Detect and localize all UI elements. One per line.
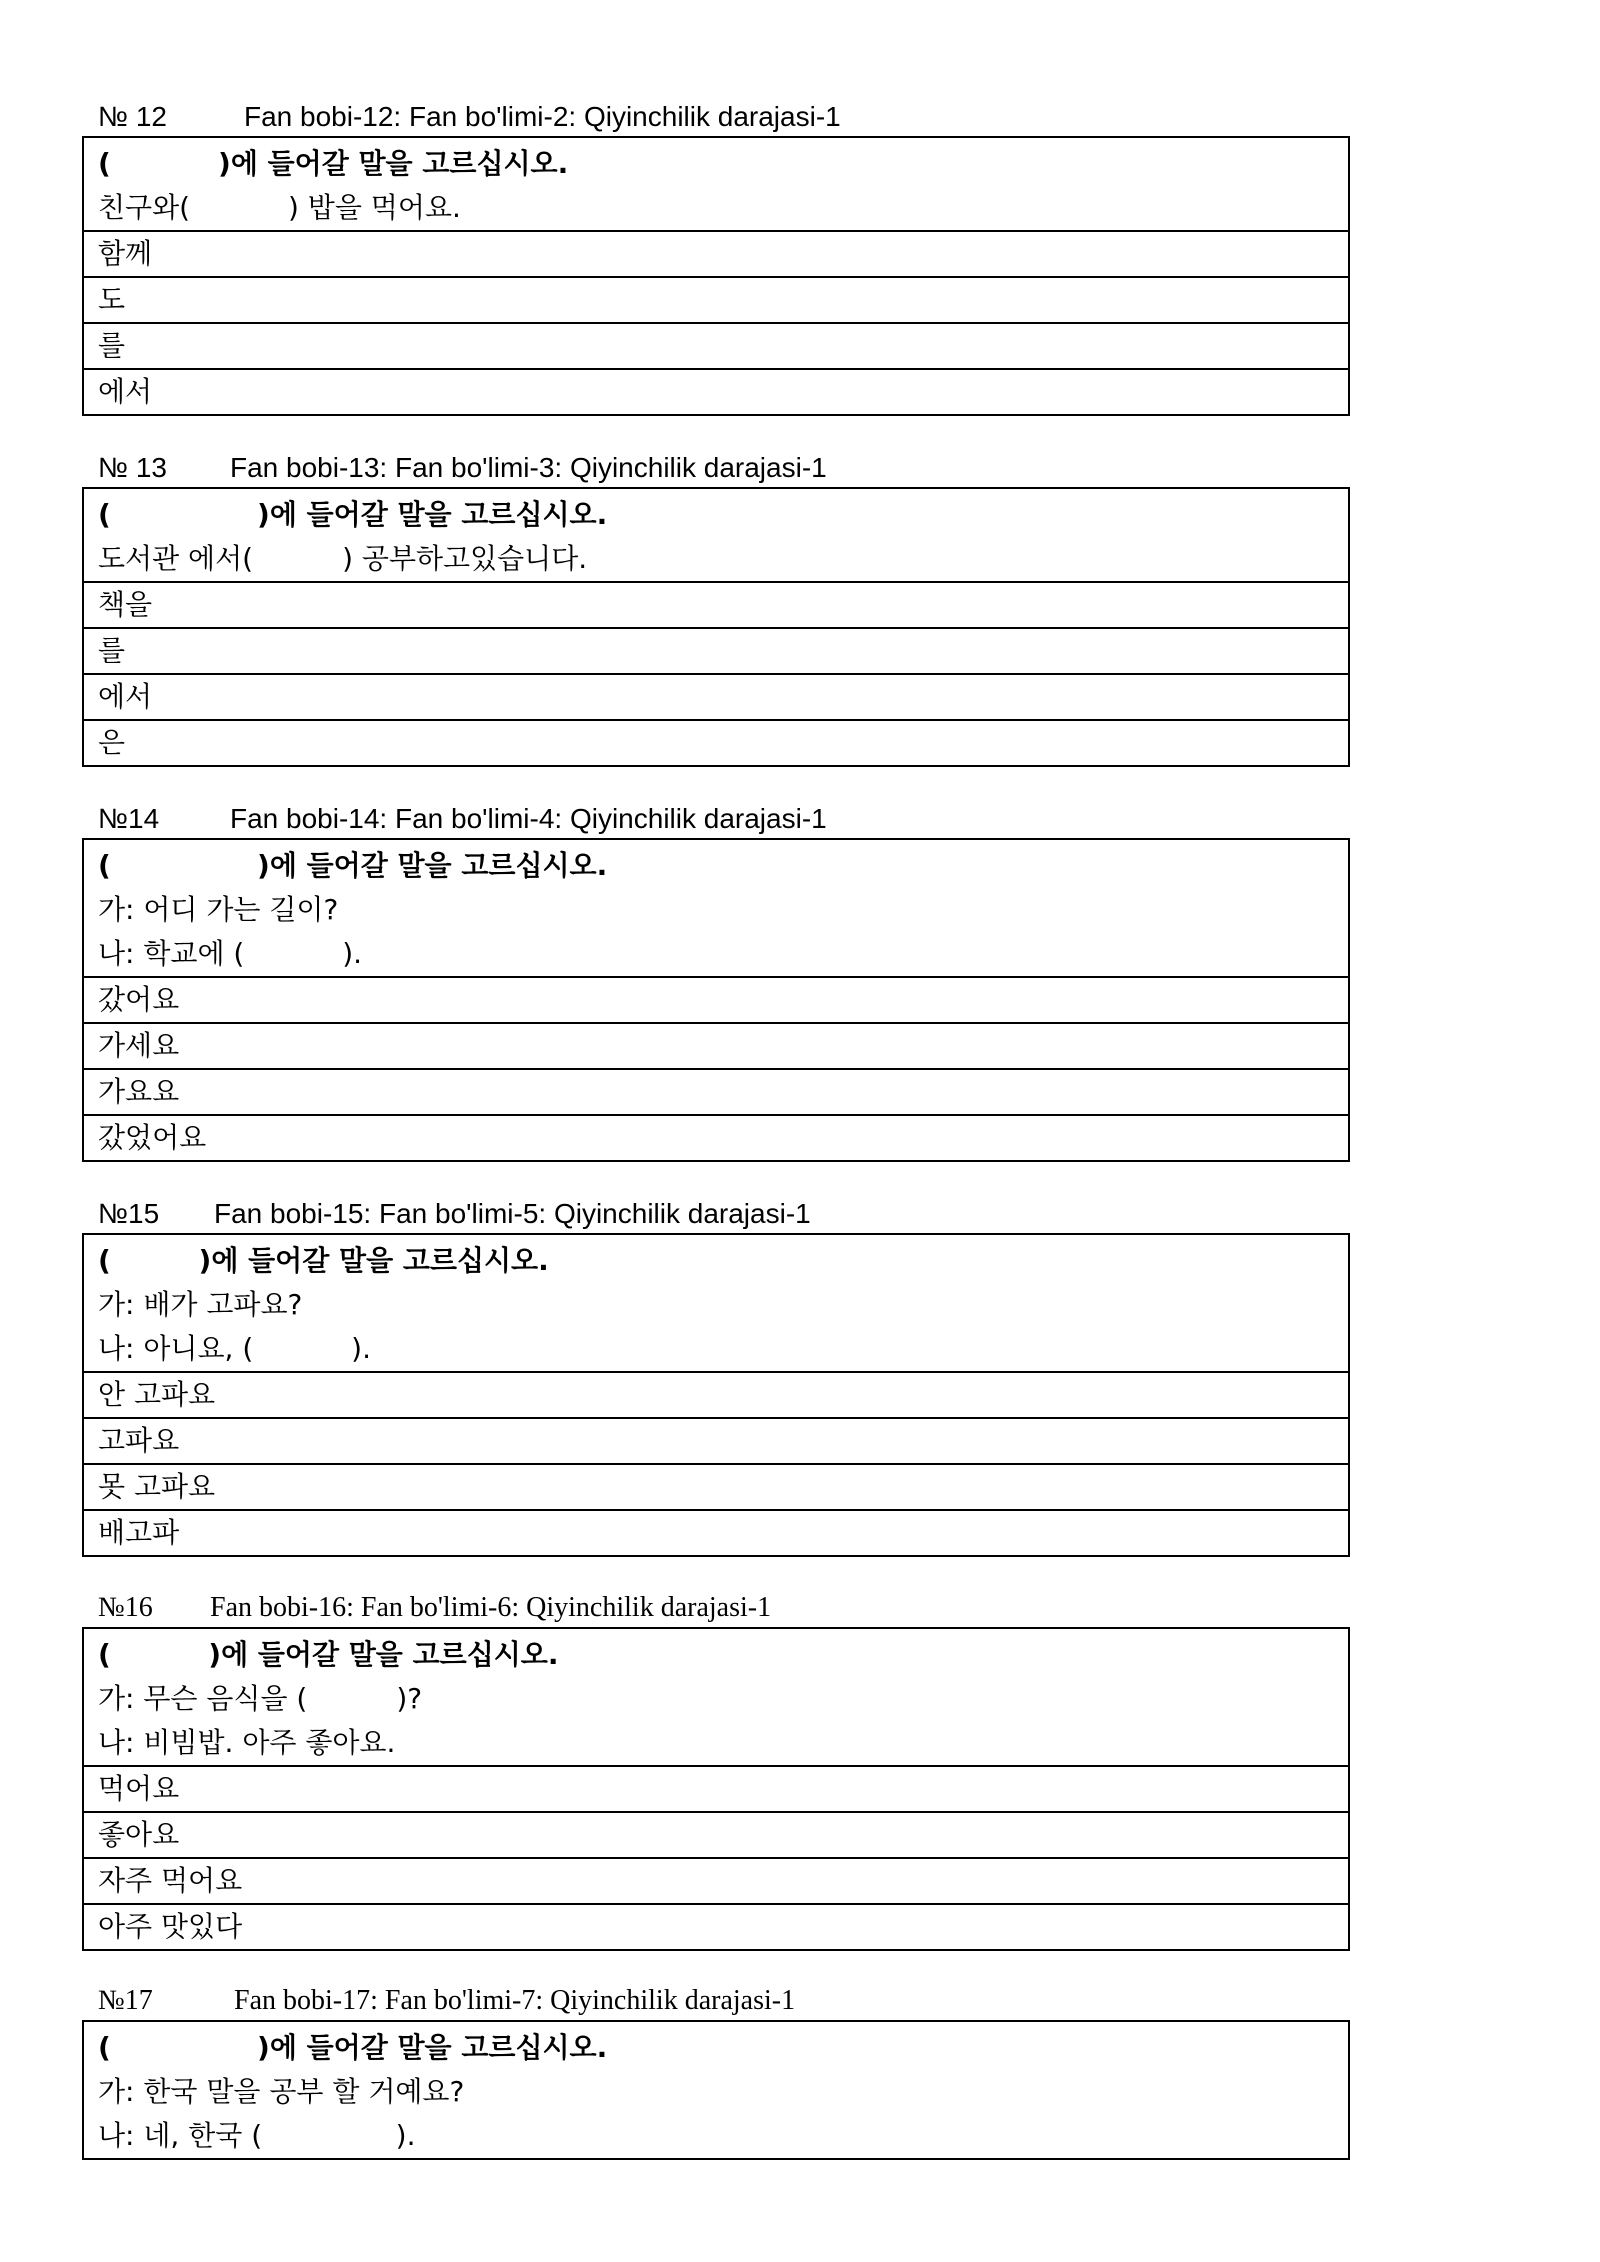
question-12 [82, 98, 1350, 416]
question-16 [82, 1589, 1350, 1951]
instruction-line: ( )에 들어갈 말을 고르십시오. [98, 1638, 559, 1671]
answer-option: 좋아요 [84, 1811, 1348, 1857]
question-header [82, 449, 1350, 487]
question-number: №14 [98, 803, 160, 834]
question-meta: Fan bobi-12: Fan bo'limi-2: Qiyinchilik darajasi-1 [244, 101, 841, 132]
question-15 [82, 1195, 1350, 1557]
question-stem [84, 840, 1348, 976]
dialogue-line: 가: 무슨 음식을 ( )? [98, 1682, 423, 1715]
instruction-line: ( )에 들어갈 말을 고르십시오. [98, 2031, 608, 2064]
question-number: №15 [98, 1198, 160, 1229]
question-number: №17 [98, 1985, 153, 2016]
question-header [82, 1589, 1350, 1627]
question-14 [82, 800, 1350, 1162]
question-stem [84, 138, 1348, 230]
question-header [82, 1982, 1350, 2020]
answer-option: 아주 맛있다 [84, 1903, 1348, 1949]
dialogue-line: 나: 네, 한국 ( ). [98, 2119, 416, 2152]
answer-option: 함께 [84, 230, 1348, 276]
question-header [82, 800, 1350, 838]
dialogue-line: 나: 아니요, ( ). [98, 1332, 371, 1365]
answer-option: 도 [84, 276, 1348, 322]
sentence-line: 도서관 에서( ) 공부하고있습니다. [98, 542, 588, 575]
answer-option: 갔어요 [84, 976, 1348, 1022]
question-meta: Fan bobi-16: Fan bo'limi-6: Qiyinchilik darajasi-1 [210, 1592, 772, 1623]
question-17 [82, 1982, 1350, 2160]
answer-option: 에서 [84, 673, 1348, 719]
answer-option: 못 고파요 [84, 1463, 1348, 1509]
answer-option: 고파요 [84, 1417, 1348, 1463]
instruction-line: ( )에 들어갈 말을 고르십시오. [98, 849, 608, 882]
dialogue-line: 나: 비빔밥. 아주 좋아요. [98, 1726, 396, 1759]
dialogue-line: 가: 한국 말을 공부 할 거예요? [98, 2075, 465, 2108]
question-stem [84, 1235, 1348, 1371]
question-table [82, 136, 1350, 416]
question-stem [84, 489, 1348, 581]
question-meta: Fan bobi-15: Fan bo'limi-5: Qiyinchilik darajasi-1 [214, 1198, 811, 1229]
question-number: № 13 [98, 452, 167, 483]
answer-option: 가세요 [84, 1022, 1348, 1068]
question-13 [82, 449, 1350, 767]
question-header [82, 98, 1350, 136]
answer-option: 먹어요 [84, 1765, 1348, 1811]
answer-option: 를 [84, 322, 1348, 368]
answer-option: 에서 [84, 368, 1348, 414]
question-meta: Fan bobi-14: Fan bo'limi-4: Qiyinchilik darajasi-1 [230, 803, 827, 834]
question-stem [84, 1629, 1348, 1765]
question-table [82, 487, 1350, 767]
question-number: №16 [98, 1592, 153, 1623]
question-table [82, 1627, 1350, 1951]
question-meta: Fan bobi-13: Fan bo'limi-3: Qiyinchilik darajasi-1 [230, 452, 827, 483]
answer-option: 자주 먹어요 [84, 1857, 1348, 1903]
question-meta: Fan bobi-17: Fan bo'limi-7: Qiyinchilik darajasi-1 [234, 1985, 796, 2016]
question-table [82, 1233, 1350, 1557]
dialogue-line: 가: 어디 가는 길이? [98, 893, 339, 926]
question-number: № 12 [98, 101, 167, 132]
answer-option: 갔었어요 [84, 1114, 1348, 1160]
sentence-line: 친구와( ) 밥을 먹어요. [98, 191, 461, 224]
question-stem [84, 2022, 1348, 2158]
question-table [82, 2020, 1350, 2160]
answer-option: 가요요 [84, 1068, 1348, 1114]
dialogue-line: 가: 배가 고파요? [98, 1288, 303, 1321]
answer-option: 배고파 [84, 1509, 1348, 1555]
question-table [82, 838, 1350, 1162]
answer-option: 안 고파요 [84, 1371, 1348, 1417]
question-header [82, 1195, 1350, 1233]
dialogue-line: 나: 학교에 ( ). [98, 937, 363, 970]
answer-option: 책을 [84, 581, 1348, 627]
instruction-line: ( )에 들어갈 말을 고르십시오. [98, 1244, 549, 1277]
answer-option: 를 [84, 627, 1348, 673]
answer-option: 은 [84, 719, 1348, 765]
instruction-line: ( )에 들어갈 말을 고르십시오. [98, 498, 608, 531]
instruction-line: ( )에 들어갈 말을 고르십시오. [98, 147, 569, 180]
